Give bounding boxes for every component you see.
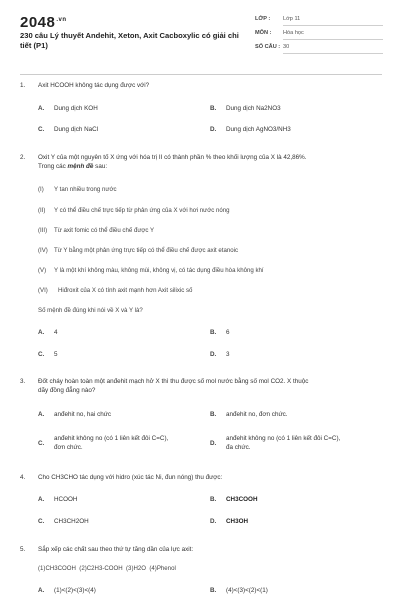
question-text-line: Đốt cháy hoàn toàn một anđehit mạch hở X thì thu được số mol nước bằng số mol CO2. X thuộc xyxy=(38,378,309,385)
statement-numeral: (II) xyxy=(38,207,46,214)
option-letter: D. xyxy=(210,351,217,358)
option-letter: A. xyxy=(38,587,45,594)
option-letter: C. xyxy=(38,126,45,133)
question-number: 1. xyxy=(20,82,26,89)
option-text: anđehit no, hai chức xyxy=(54,411,112,418)
option-text: (4)<(3)<(2)<(1) xyxy=(226,587,268,594)
question-text-line: dãy đồng đẳng nào? xyxy=(38,387,96,394)
option-letter: D. xyxy=(210,126,217,133)
option-text-line: đơn chức. xyxy=(54,444,83,451)
question-text-line xyxy=(38,163,107,170)
option-text-line: đa chức. xyxy=(226,444,251,451)
statement-numeral: (V) xyxy=(38,267,47,274)
statement-text: Hiđroxit của X có tính axit mạnh hơn Axit silixic số xyxy=(58,287,193,294)
option-text: Dung dịch AgNO3/NH3 xyxy=(226,126,291,133)
document-title: 230 câu Lý thuyết Andehit, Xeton, Axit Cacboxylic có giải chi tiết (P1) xyxy=(20,31,239,50)
meta-underline xyxy=(283,25,383,26)
question-number: 5. xyxy=(20,546,26,553)
document-header xyxy=(0,0,400,64)
statement-text: Y có thể điều chế trực tiếp từ phản ứng của X với hơi nước nóng xyxy=(54,207,230,214)
option-letter: B. xyxy=(210,587,217,594)
logo-text: 2048 xyxy=(20,14,56,31)
option-letter: B. xyxy=(210,411,217,418)
option-text xyxy=(54,434,219,452)
question-number: 4. xyxy=(20,474,26,481)
option-text: anđehit no, đơn chức. xyxy=(226,411,288,418)
question-text-line: Oxit Y của một nguyên tố X ứng với hóa trị II có thành phần % theo khối lượng của X là 42,86%. xyxy=(38,154,307,161)
statement-text: Y tan nhiều trong nước xyxy=(54,186,117,193)
statement-numeral: (IV) xyxy=(38,247,48,254)
question-text: Sắp xếp các chất sau theo thứ tự tăng dần của lực axit: xyxy=(38,546,194,553)
meta-subject-value: Hóa học xyxy=(283,30,304,36)
option-text: 4 xyxy=(54,329,58,336)
meta-count-value: 30 xyxy=(283,44,290,50)
option-letter: D. xyxy=(210,440,217,447)
statement-6 xyxy=(38,286,192,295)
meta-underline xyxy=(283,53,383,54)
question-text xyxy=(38,153,380,171)
statement-1 xyxy=(38,185,117,194)
statement-numeral: (III) xyxy=(38,227,48,234)
statement-2 xyxy=(38,206,230,215)
option-text-line: anđehit không no (có 1 liên kết đôi C=C), xyxy=(54,435,169,442)
statement-numeral: (I) xyxy=(38,186,44,193)
option-text: 6 xyxy=(226,329,230,336)
statement-4 xyxy=(38,246,238,255)
option-text: (1)<(2)<(3)<(4) xyxy=(54,587,96,594)
meta-subject-label: MÔN : xyxy=(255,30,272,36)
option-text: CH3OH xyxy=(226,518,249,525)
meta-class-label: LỚP : xyxy=(255,16,271,22)
meta-class-value: Lớp 11 xyxy=(283,16,301,22)
statement-numeral: (VI) xyxy=(38,287,48,294)
option-text: 5 xyxy=(54,351,58,358)
option-text: Dung dịch NaCl xyxy=(54,126,99,133)
option-letter: C. xyxy=(38,518,45,525)
question-text: Axit HCOOH không tác dụng được với? xyxy=(38,82,150,89)
statement-text: Từ Y bằng một phản ứng trực tiếp có thể điều chế được axit etanoic xyxy=(54,247,239,254)
option-letter: A. xyxy=(38,496,45,503)
emphasized-text: mệnh đề xyxy=(67,163,94,170)
option-text xyxy=(226,434,391,452)
option-text: 3 xyxy=(226,351,230,358)
substance-list: (1)CH3COOH (2)C2H3-COOH (3)H2O (4)Phenol xyxy=(38,565,176,572)
question-2 xyxy=(20,153,382,173)
text-segment: Trong các xyxy=(38,163,68,170)
meta-underline xyxy=(283,39,383,40)
meta-count-label: SỐ CÂU : xyxy=(255,44,281,50)
option-letter: C. xyxy=(38,351,45,358)
option-letter: D. xyxy=(210,518,217,525)
statement-text: Y là một khí không màu, không mùi, không vị, có tác dụng điều hòa không khí xyxy=(54,267,264,274)
option-letter: B. xyxy=(210,329,217,336)
text-segment: sau: xyxy=(93,163,108,170)
question-3 xyxy=(20,377,382,397)
option-text: Dung dịch Na2NO3 xyxy=(226,105,281,112)
question-number: 3. xyxy=(20,378,26,385)
option-letter: C. xyxy=(38,440,45,447)
option-letter: A. xyxy=(38,411,45,418)
statement-text: Từ axit fomic có thể điều chế được Y xyxy=(54,227,155,234)
statement-3 xyxy=(38,226,154,235)
option-letter: A. xyxy=(38,105,45,112)
option-letter: B. xyxy=(210,496,217,503)
meta-subject xyxy=(255,27,383,40)
header-divider xyxy=(20,74,382,75)
question-closing: Số mệnh đề đúng khi nói về X và Y là? xyxy=(38,307,143,314)
option-letter: A. xyxy=(38,329,45,336)
option-text: Dung dịch KOH xyxy=(54,105,98,112)
question-number: 2. xyxy=(20,154,26,161)
option-text: CH3COOH xyxy=(226,496,258,503)
option-text-line: anđehit không no (có 1 liên kết đôi C=C), xyxy=(226,435,341,442)
question-text xyxy=(38,377,380,395)
question-text: Cho CH3CHO tác dụng với hidro (xúc tác Ni, đun nóng) thu được: xyxy=(38,474,223,481)
option-letter: B. xyxy=(210,105,217,112)
logo-suffix: .vn xyxy=(56,17,67,23)
meta-class xyxy=(255,13,383,26)
statement-5 xyxy=(38,266,264,275)
site-logo[interactable] xyxy=(20,14,67,31)
option-text: HCOOH xyxy=(54,496,78,503)
option-text: CH3CH2OH xyxy=(54,518,89,525)
meta-count xyxy=(255,41,383,54)
